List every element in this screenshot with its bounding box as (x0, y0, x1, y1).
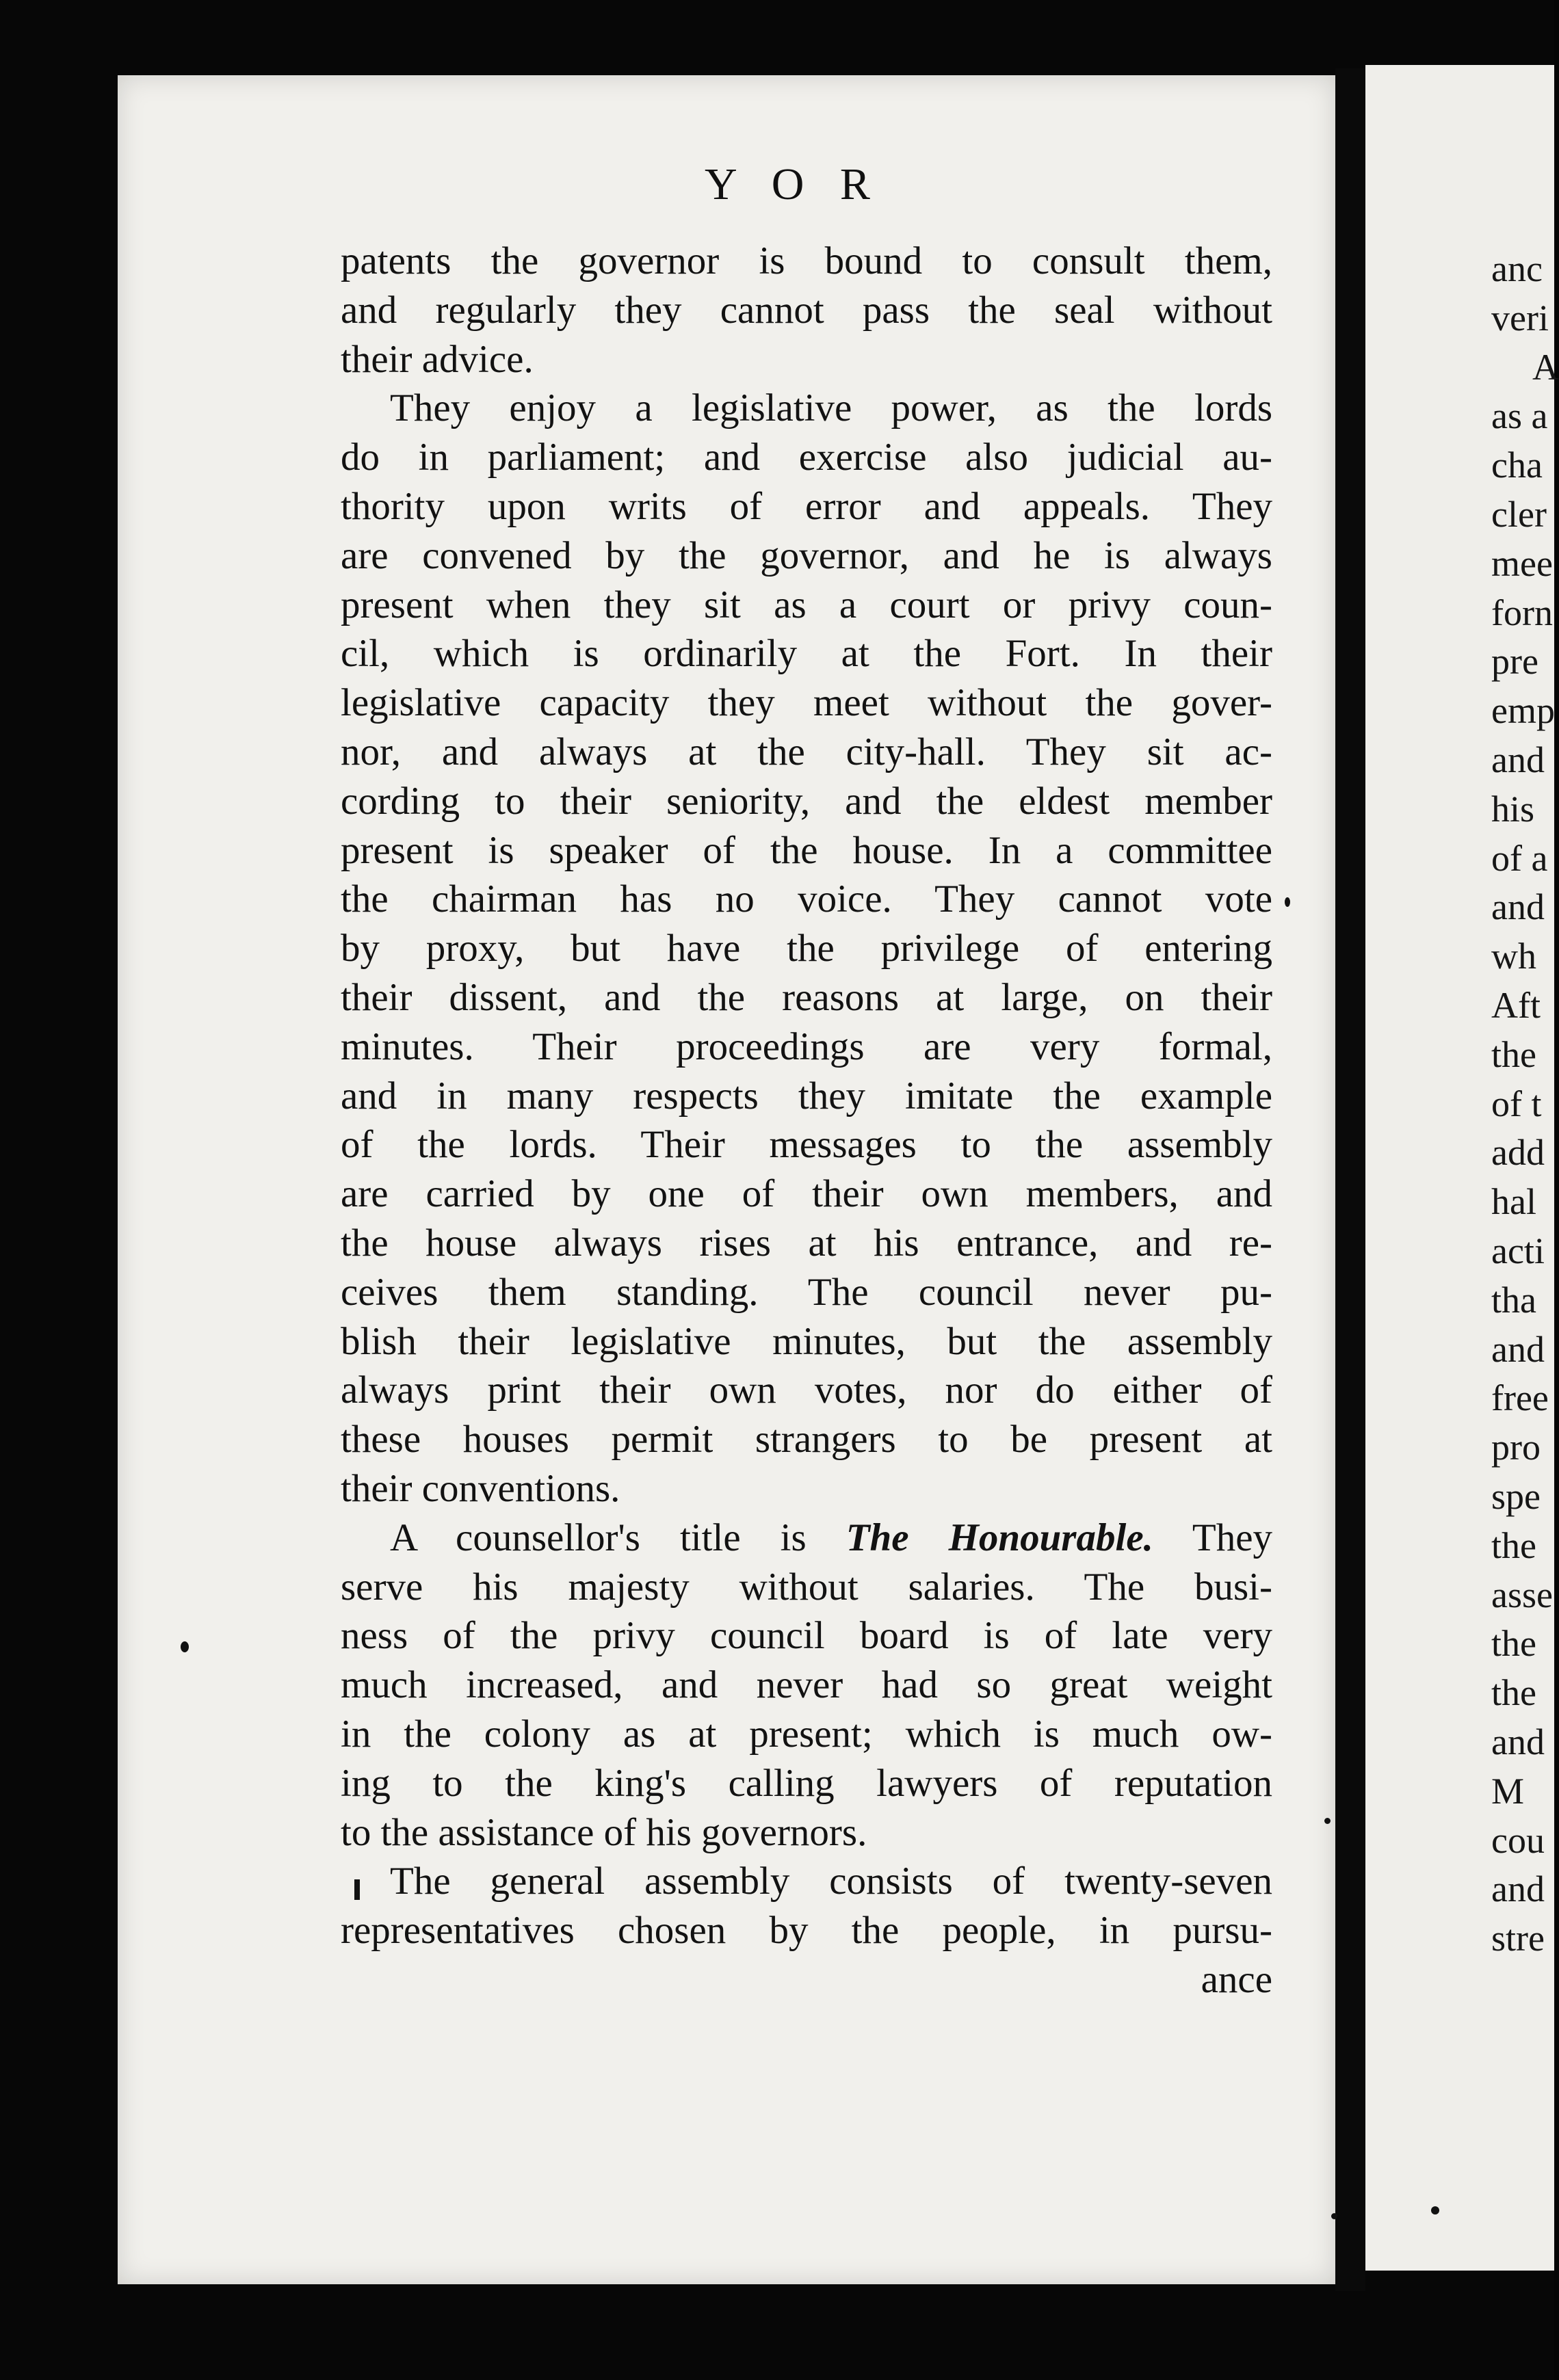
counsellor-line (341, 1513, 1272, 1563)
fragment: his (1491, 788, 1535, 830)
fragment: spe (1491, 1475, 1541, 1517)
fragment: the (1491, 1672, 1536, 1714)
fragment: stre (1491, 1918, 1545, 1959)
text-line: much increased, and never had so great weight (341, 1663, 1272, 1707)
fragment: and (1491, 1868, 1545, 1910)
catchword: ance (1201, 1957, 1272, 2001)
text-line: by proxy, but have the privilege of entering (341, 927, 1272, 970)
fragment: and (1491, 1328, 1545, 1370)
fragment: hal (1491, 1181, 1536, 1223)
body-text (341, 237, 1272, 2005)
text-line: They enjoy a legislative power, as the lords (390, 386, 1272, 430)
fragment: and (1491, 886, 1545, 928)
text-line: The general assembly consists of twenty-seven (390, 1860, 1272, 1903)
honorific-title: The Honourable. (846, 1516, 1153, 1559)
fragment: of t (1491, 1083, 1542, 1124)
text-line: are carried by one of their own members, and (341, 1172, 1272, 1216)
text-run: They (1153, 1516, 1273, 1559)
fragment: Aft (1491, 984, 1541, 1026)
text-line: their dissent, and the reasons at large, on their (341, 975, 1272, 1019)
text-line: serve his majesty without salaries. The busi- (341, 1565, 1272, 1609)
fragment: asse (1491, 1574, 1553, 1615)
fragment: cler (1491, 493, 1547, 535)
fragment: A (1532, 346, 1559, 388)
text-line: the chairman has no voice. They cannot vote (341, 877, 1272, 921)
fragment: add (1491, 1132, 1545, 1174)
text-line: present is speaker of the house. In a committee (341, 828, 1272, 872)
fragment: of a (1491, 837, 1548, 879)
fragment: the (1491, 1623, 1536, 1665)
fragment: tha (1491, 1279, 1536, 1321)
text-line: ceives them standing. The council never pu- (341, 1270, 1272, 1314)
fragment: forn (1491, 592, 1553, 633)
fragment: veri (1491, 297, 1549, 339)
text-line: their conventions. (341, 1466, 620, 1510)
text-line: thority upon writs of error and appeals. They (341, 484, 1272, 528)
text-line: of the lords. Their messages to the assembly (341, 1123, 1272, 1167)
text-line: and regularly they cannot pass the seal without (341, 288, 1272, 332)
text-line: in the colony as at present; which is much ow- (341, 1712, 1272, 1756)
fragment: mee (1491, 542, 1553, 584)
text-line: ing to the king's calling lawyers of reputation (341, 1761, 1272, 1805)
text-line: cording to their seniority, and the eldest member (341, 779, 1272, 823)
text-line: to the assistance of his governors. (341, 1810, 867, 1854)
paragraph-mark (354, 1879, 360, 1900)
text-line: and in many respects they imitate the example (341, 1074, 1272, 1118)
fragment: cha (1491, 445, 1543, 486)
fragment: anc (1491, 248, 1543, 289)
fragment: pro (1491, 1427, 1541, 1468)
ink-speck (181, 1641, 189, 1652)
page-gutter (1335, 68, 1365, 2291)
fragment: emp (1491, 690, 1555, 732)
fragment: acti (1491, 1230, 1545, 1271)
text-line: ness of the privy council board is of late very (341, 1614, 1272, 1658)
text-line: present when they sit as a court or privy coun- (341, 583, 1272, 626)
text-line: blish their legislative minutes, but the assembly (341, 1319, 1272, 1363)
fragment: as a (1491, 395, 1548, 437)
text-line: legislative capacity they meet without the gover- (341, 681, 1272, 725)
ink-speck (1285, 897, 1290, 907)
text-line: nor, and always at the city-hall. They sit ac- (341, 730, 1272, 774)
text-line: these houses permit strangers to be present at (341, 1418, 1272, 1462)
fragment: M (1491, 1770, 1525, 1812)
fragment: pre (1491, 641, 1538, 683)
running-head: Y O R (705, 159, 882, 209)
text-line: representatives chosen by the people, in pursu- (341, 1909, 1272, 1953)
ink-speck (1431, 2206, 1439, 2214)
fragment: cou (1491, 1819, 1545, 1861)
fragment: wh (1491, 936, 1536, 977)
fragment: the (1491, 1524, 1536, 1566)
text-line: the house always rises at his entrance, and re- (341, 1221, 1272, 1265)
text-line: do in parliament; and exercise also judicial au- (341, 436, 1272, 479)
fragment: the (1491, 1033, 1536, 1075)
text-line: cil, which is ordinarily at the Fort. In their (341, 632, 1272, 676)
text-line: always print their own votes, nor do either of (341, 1368, 1272, 1412)
fragment: and (1491, 1721, 1545, 1762)
ink-speck (1324, 1818, 1331, 1824)
fragment: and (1491, 739, 1545, 780)
text-line: their advice. (341, 337, 534, 381)
text-run: A counsellor's title is (390, 1516, 846, 1559)
text-line: minutes. Their proceedings are very formal, (341, 1024, 1272, 1068)
fragment: free (1491, 1377, 1549, 1419)
ink-speck (1331, 2213, 1337, 2219)
facing-page-text (1491, 245, 1559, 1964)
text-line: patents the governor is bound to consult them, (341, 239, 1272, 282)
text-line: are convened by the governor, and he is always (341, 533, 1272, 577)
